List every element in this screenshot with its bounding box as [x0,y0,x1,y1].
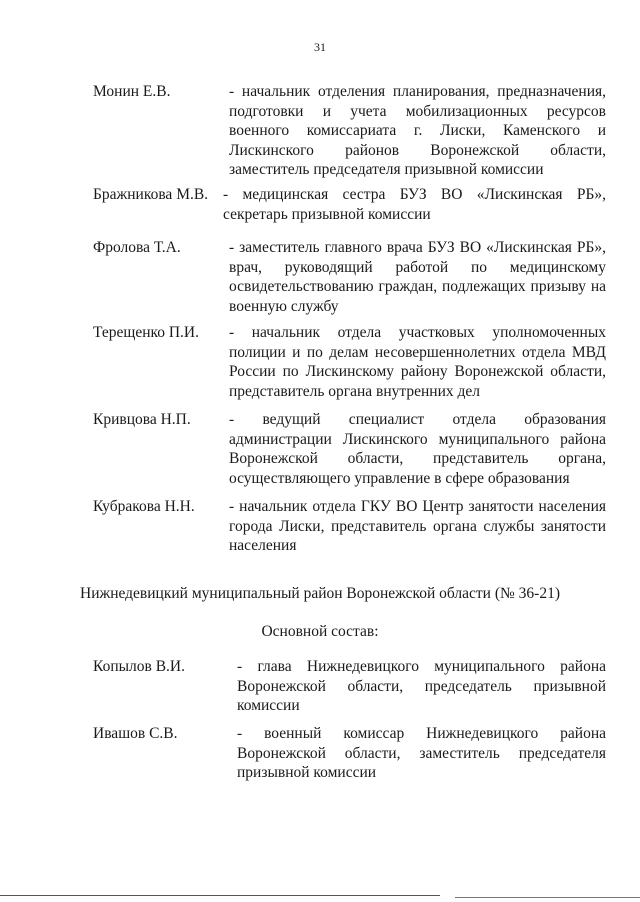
page-number: 31 [314,40,326,54]
member-role: - начальник отдела участковых уполномоченных полиции и по делам несовершеннолетних отдела МВД России по Лискинскому району Воронежской области, представитель органа внутренних дел [229,324,606,400]
member-role: - начальник отдела ГКУ ВО Центр занятости населения города Лиски, представитель органа службы занятости населения [229,498,606,554]
member-name: Ивашов С.В. [93,725,178,742]
member-name: Бражникова М.В. [93,186,209,203]
member-role: - медицинская сестра БУЗ ВО «Лискинская РБ», секретарь призывной комиссии [223,186,606,223]
member-name: Копылов В.И. [93,658,185,675]
member-name: Терещенко П.И. [93,324,200,341]
member-name: Кривцова Н.П. [93,411,191,428]
member-role: - ведущий специалист отдела образования администрации Лискинского муниципального района Воронежской области, представитель органа, осуществляющего управление в сфере образования [229,411,606,487]
member-role: - начальник отделения планирования, предназначения, подготовки и учета мобилизационных ресурсов военного комиссариата г. Лиски, Каменского и Лискинского районов Воронежской области, заместитель председателя призывной комиссии [229,83,606,178]
scan-edge-line [455,897,640,898]
section-subheading: Основной состав: [261,623,379,640]
member-name: Фролова Т.А. [93,239,181,256]
member-role: - глава Нижнедевицкого муниципального района Воронежской области, председатель призывной комиссии [237,658,606,714]
member-role: - военный комиссар Нижнедевицкого района Воронежской области, заместитель председателя призывной комиссии [237,725,606,781]
member-name: Кубракова Н.Н. [93,498,195,515]
section-heading: Нижнедевицкий муниципальный район Воронежской области (№ 36-21) [80,585,560,602]
member-name: Монин Е.В. [93,83,171,100]
member-role: - заместитель главного врача БУЗ ВО «Лискинская РБ», врач, руководящий работой по медицинскому освидетельствованию граждан, подлежащих призыву на военную службу [229,239,606,315]
scan-edge-line [0,895,440,896]
